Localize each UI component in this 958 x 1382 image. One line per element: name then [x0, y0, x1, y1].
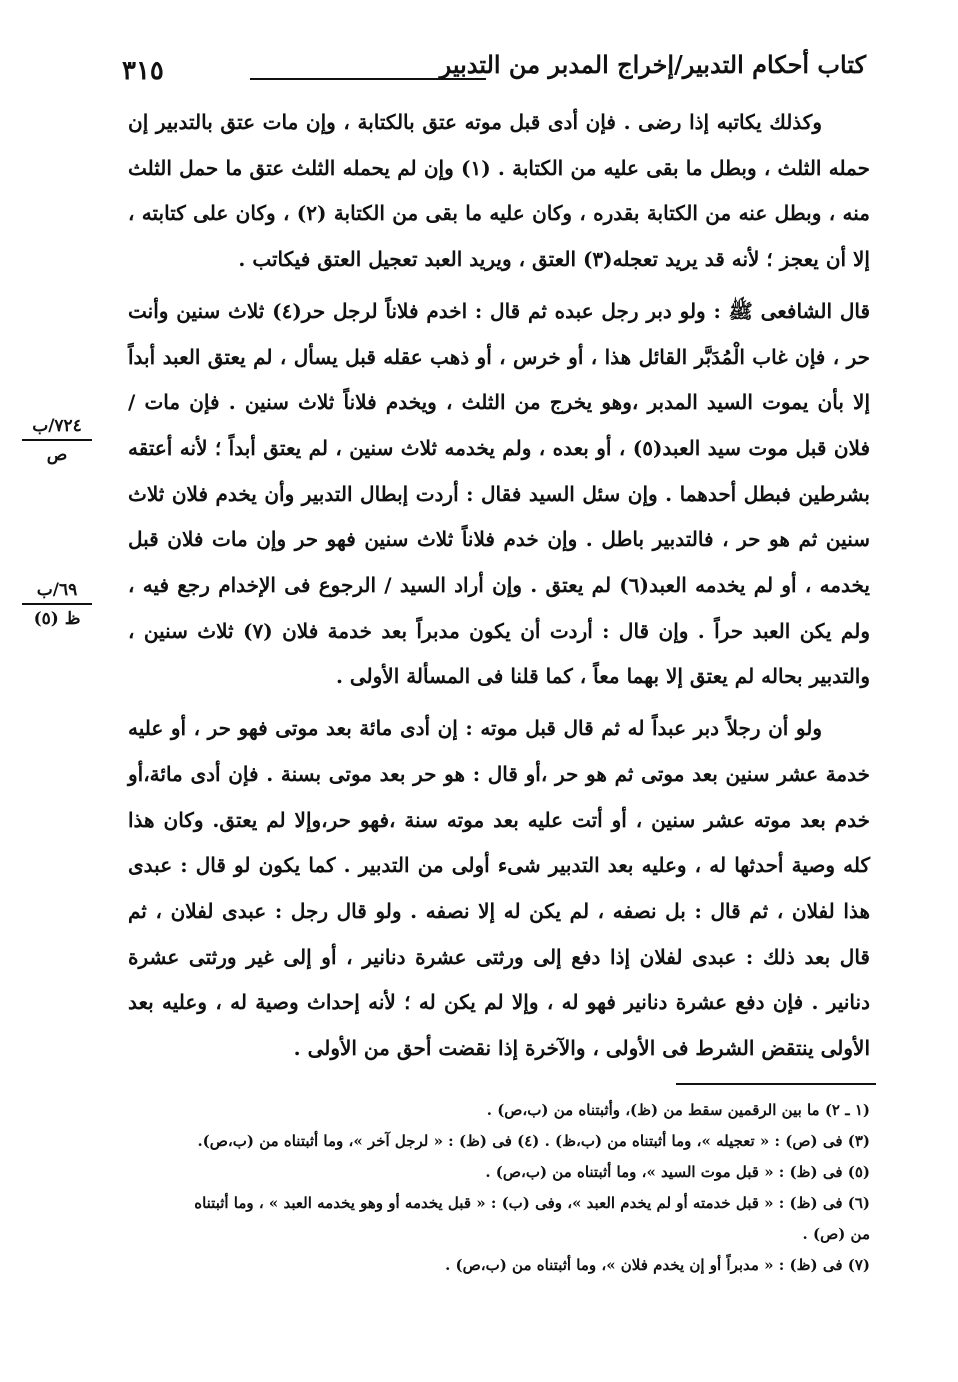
page-number: ٣١٥ [122, 56, 164, 86]
paragraph-3: ولو أن رجلاً دبر عبداً له ثم قال قبل موته : إن أدى مائة بعد موتى فهو حر ، أو عليه خدمة عشر سنين بعد موتى ثم هو حر ،أو قال : هو حر بعد موتى بسنة . فإن أدى مائة،أو خدم بعد موته عشر سنين ، أو أتت عليه بعد موته سنة ،فهو حر،وإلا لم يعتق. وكان هذا كله وصية أحدثها له ، وعليه بعد التدبير شىء أولى من التدبير . كما يكون لو قال : عبدى هذا لفلان ، ثم قال : بل نصفه ، لم يكن له إلا نصفه . ولو قال رجل : عبدى لفلان ، ثم قال بعد ذلك : عبدى لفلان إذا دفع إلى ورثتى عشرة دنانير ، أو إلى غير ورثتى عشرة دنانير . فإن دفع عشرة دنانير فهو له ، وإلا لم يكن له ؛ لأنه إحداث وصية له ، وعليه بعد الأولى ينتقض الشرط فى الأولى ، والآخرة إذا نقضت أحق من الأولى . [128, 716, 870, 1061]
margin-note-siglum: ظ (٥) [33, 609, 81, 629]
margin-note-manuscript-2 [22, 580, 92, 629]
footnote-separator [676, 1083, 876, 1085]
paragraph-2 [128, 289, 870, 700]
margin-note-folio: ٦٩/ب [22, 580, 92, 605]
footnote: (٣) فى (ص) : « تعجيله »، وما أثبتناه من (ب،ظ) . (٤) فى (ظ) : « لرجل آخر »، وما أثبتناه من (ب،ص). [197, 1132, 870, 1150]
footnote-continuation: من (ص) . [802, 1225, 870, 1243]
paragraph-1: وكذلك يكاتبه إذا رضى . فإن أدى قبل موته عتق بالكتابة ، وإن مات عتق بالتدبير إن حمله الثلث ، وبطل ما بقى عليه من الكتابة . (١) وإن لم يحمله الثلث عتق ما حمل الثلث منه ، وبطل عنه من الكتابة بقدره ، وكان عليه ما بقى من الكتابة (٢) ، وكان على كتابته ، إلا أن يعجز ؛ لأنه قد يريد تعجله(٣) العتق ، ويريد العبد تعجيل العتق فيكاتب . [128, 110, 870, 272]
footnote: (٥) فى (ظ) : « قبل موت السيد »، وما أثبتناه من (ب،ص) . [485, 1163, 870, 1181]
running-title: كتاب أحكام التدبير/إخراج المدبر من التدبير [439, 50, 866, 79]
margin-note-folio: ٧٢٤/ب [22, 416, 92, 441]
main-text [128, 100, 870, 1078]
footnote: (١ ـ ٢) ما بين الرقمين سقط من (ظ)، وأثبتناه من (ب،ص) . [486, 1101, 870, 1119]
paragraph-2-text: ولو دبر رجل عبده ثم قال : اخدم فلاناً لرجل حر(٤) ثلاث سنين وأنت حر ، فإن غاب الْمُدَبَّر القائل هذا ، أو خرس ، أو ذهب عقله قبل يسأل ، لم يعتق العبد أبداً إلا بأن يموت السيد المدبر ،وهو يخرج من الثلث ، ويخدم فلاناً ثلاث سنين . فإن مات / فلان قبل موت سيد العبد(٥) ، أو بعده ، ولم يخدمه ثلاث سنين ، لم يعتق أبداً ؛ لأنه أعتقه بشرطين فبطل أحدهما . وإن سئل السيد فقال : أردت إبطال التدبير وأن يخدم فلان ثلاث سنين ثم هو حر ، فالتدبير باطل . وإن خدم فلاناً ثلاث سنين فهو حر وإن مات فلان قبل يخدمه ، أو لم يخدمه العبد(٦) لم يعتق . وإن أراد السيد / الرجوع فى الإخدام رجع فيه ، ولم يكن العبد حراً . وإن قال : أردت أن يكون مدبراً بعد خدمة فلان (٧) ثلاث سنين ، والتدبير بحاله لم يعتق إلا بهما معاً ، كما قلنا فى المسألة الأولى . [128, 298, 871, 689]
footnotes [128, 1095, 870, 1281]
footnote: (٦) فى (ظ) : « قبل خدمته أو لم يخدم العبد »، وفى (ب) : « قبل يخدمه أو وهو يخدمه العبد » ، وما أثبتناه [194, 1194, 870, 1212]
margin-note-siglum: ص [46, 445, 68, 465]
footnote: (٧) فى (ظ) : « مدبراً أو إن يخدم فلان »، وما أثبتناه من (ب،ص) . [445, 1256, 870, 1274]
speaker-label: قال الشافعى ﷺ : [713, 298, 871, 323]
margin-note-manuscript-1 [22, 416, 92, 465]
page-header [100, 42, 866, 86]
